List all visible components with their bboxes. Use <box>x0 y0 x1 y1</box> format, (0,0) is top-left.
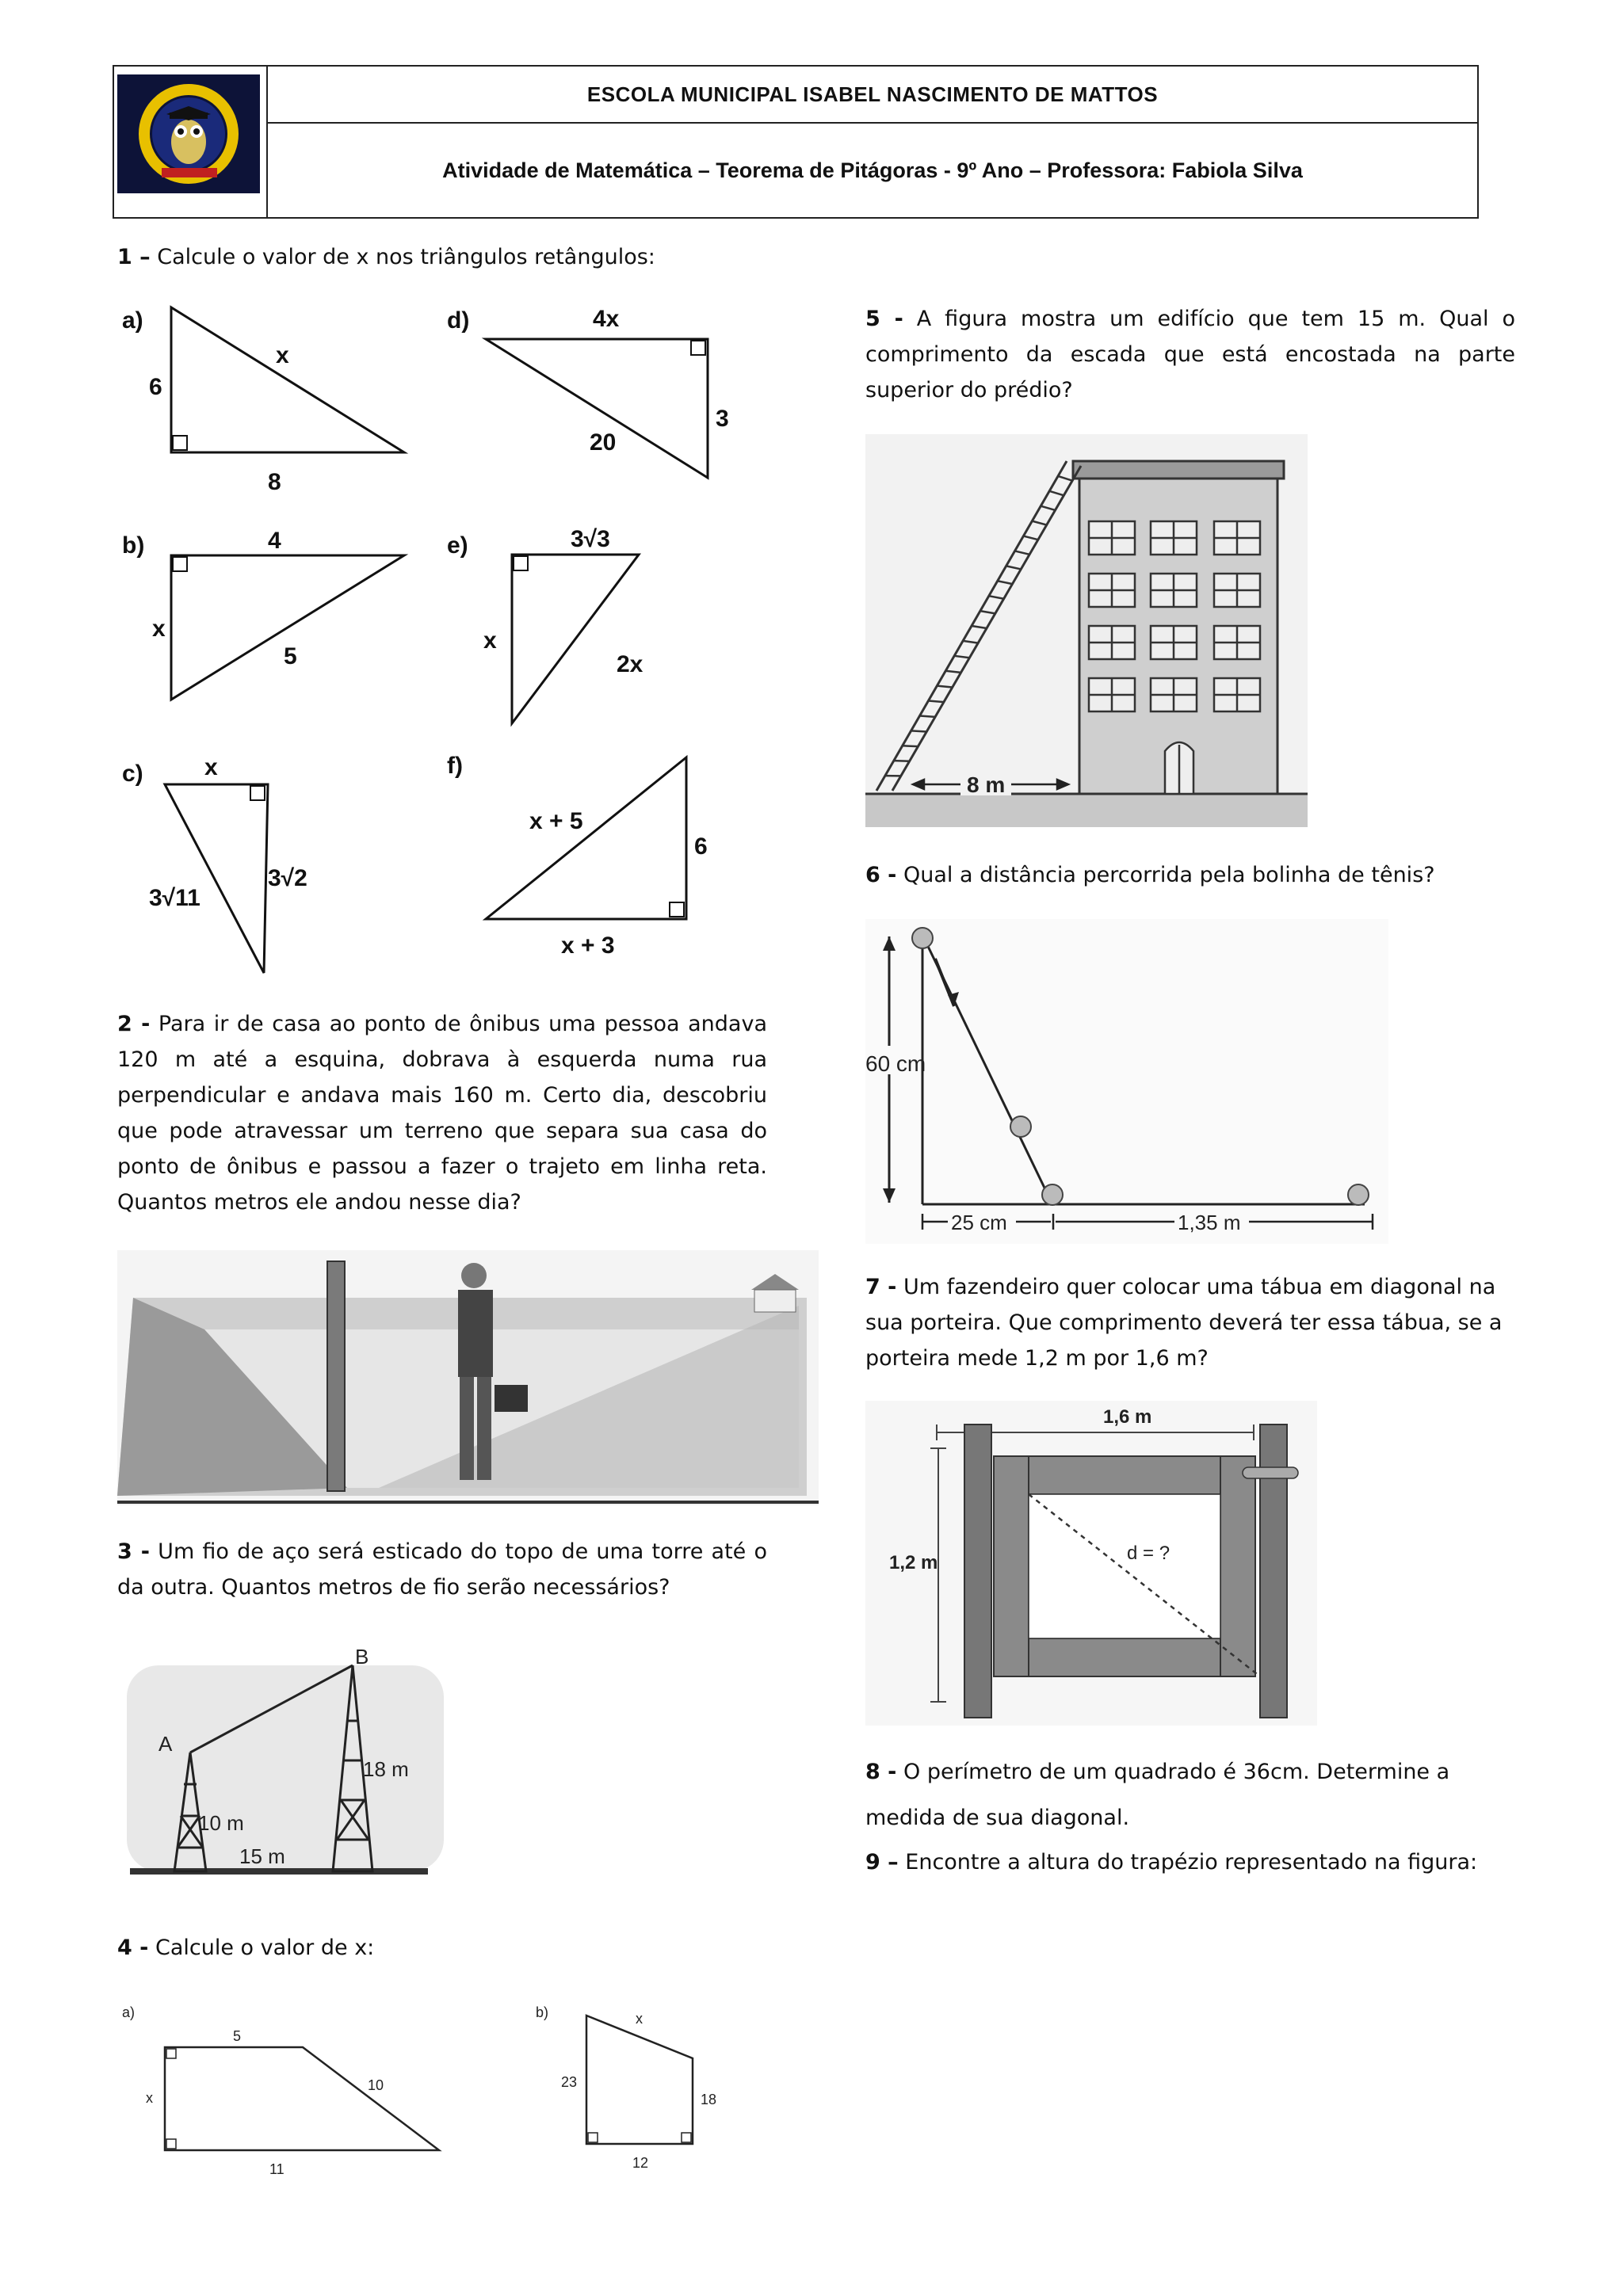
tri-f-side1: 6 <box>694 833 708 860</box>
question-number: 5 - <box>865 307 903 331</box>
towers-distance: 15 m <box>239 1844 285 1868</box>
ball-distance-1: 25 cm <box>951 1211 1007 1234</box>
ladder-rung <box>911 730 927 731</box>
tri-b-hyp: 5 <box>284 643 297 669</box>
ball-distance-2: 1,35 m <box>1178 1211 1241 1234</box>
tri-a-hyp: x <box>276 342 289 368</box>
trap-a-bottom: 11 <box>269 2161 285 2177</box>
tower-b-label: B <box>355 1645 369 1669</box>
question-number: 8 - <box>865 1760 897 1784</box>
question-4 <box>117 1930 767 1966</box>
question-text: Para ir de casa ao ponto de ônibus uma pessoa andava 120 m até a esquina, dobrava à esquerda numa rua perpendicular e andava mais 160 m. Certo dia, descobriu que pode atravessar um terreno que separa sua casa do ponto de ônibus e passou a fazer o trajeto em linha reta. Quantos metros ele andou nesse dia? <box>117 1012 767 1215</box>
trap-b-bottom: 12 <box>632 2155 649 2171</box>
question-6 <box>865 857 1515 893</box>
gate-height: 1,2 m <box>889 1552 938 1573</box>
tri-d-label: d) <box>447 307 470 334</box>
question-number: 4 - <box>117 1936 149 1960</box>
tri-f-hyp: x + 5 <box>529 808 583 834</box>
ladder-rung <box>920 715 936 716</box>
trap-a-slant: 10 <box>368 2077 384 2093</box>
question-number: 6 - <box>865 863 897 887</box>
tri-a-label: a) <box>122 307 143 334</box>
trap-a-label: a) <box>122 2004 136 2020</box>
tri-d-side1: 4x <box>593 306 620 332</box>
tri-f-side2: x + 3 <box>561 933 615 959</box>
question-number: 9 – <box>865 1850 899 1875</box>
question-5 <box>865 301 1515 408</box>
tri-b-label: b) <box>122 532 145 559</box>
q5-building-figure <box>865 434 1308 827</box>
trap-b-label: b) <box>536 2004 549 2020</box>
question-number: 3 - <box>117 1539 150 1564</box>
trap-b-right: 18 <box>701 2092 717 2107</box>
activity-title: Atividade de Matemática – Teorema de Pitágoras - 9º Ano – Professora: Fabiola Silva <box>442 158 1303 182</box>
trap-a-left: x <box>146 2090 153 2106</box>
question-text: Um fio de aço será esticado do topo de uma torre até o da outra. Quantos metros de fio serão necessários? <box>117 1539 767 1600</box>
tri-f-label: f) <box>447 753 463 779</box>
ball-height: 60 cm <box>865 1051 926 1076</box>
question-text: Calcule o valor de x nos triângulos retângulos: <box>150 245 655 269</box>
tri-c-hyp: 3√11 <box>149 885 200 911</box>
trap-b-left: 23 <box>561 2074 578 2090</box>
tower-a-label: A <box>158 1732 173 1756</box>
tower-a-height: 10 m <box>198 1811 244 1835</box>
tri-b-side1: 4 <box>268 528 281 554</box>
tri-d-side2: 3 <box>716 406 729 432</box>
question-number: 2 - <box>117 1012 151 1036</box>
q7-gate-figure <box>865 1401 1317 1726</box>
question-text: Um fazendeiro quer colocar uma tábua em diagonal na sua porteira. Que comprimento deverá ter essa tábua, se a porteira mede 1,2 m por 1,6 m? <box>865 1275 1503 1371</box>
ladder-rung <box>928 701 943 703</box>
tri-e-side2: x <box>483 627 497 654</box>
question-2 <box>117 1006 767 1220</box>
tri-b-side2: x <box>152 616 166 642</box>
question-text: O perímetro de um quadrado é 36cm. Determine a medida de sua diagonal. <box>865 1760 1450 1830</box>
school-logo <box>114 67 268 217</box>
tri-e-hyp: 2x <box>617 651 643 677</box>
q4-trapezoids-figure <box>117 1992 735 2190</box>
header-table <box>113 65 1479 219</box>
question-text: Qual a distância percorrida pela bolinha de tênis? <box>896 863 1435 887</box>
trap-a-top: 5 <box>233 2028 242 2044</box>
q6-ball-figure <box>865 919 1388 1244</box>
tri-c-side1: x <box>204 754 218 780</box>
question-9 <box>865 1844 1515 1880</box>
q1-triangles-figure <box>117 299 743 981</box>
tower-b-height: 18 m <box>363 1757 409 1781</box>
gate-diagonal: d = ? <box>1127 1543 1170 1564</box>
q3-towers-figure <box>127 1642 444 1899</box>
question-8 <box>865 1749 1515 1841</box>
question-number: 1 – <box>117 245 151 269</box>
ladder-base-distance: 8 m <box>967 772 1006 797</box>
tri-c-side2: 3√2 <box>268 865 307 891</box>
tri-d-hyp: 20 <box>590 429 617 456</box>
tri-c-label: c) <box>122 761 143 787</box>
trap-b-top: x <box>636 2011 643 2027</box>
question-7 <box>865 1269 1515 1376</box>
tri-a-side1: 6 <box>149 374 162 400</box>
question-1 <box>117 239 831 275</box>
question-number: 7 - <box>865 1275 897 1299</box>
question-text: Calcule o valor de x: <box>148 1936 375 1960</box>
gate-width: 1,6 m <box>1103 1406 1152 1428</box>
school-name: ESCOLA MUNICIPAL ISABEL NASCIMENTO DE MATTOS <box>268 67 1477 124</box>
tri-e-side1: 3√3 <box>571 526 610 552</box>
q2-walking-figure <box>117 1250 819 1505</box>
question-text: A figura mostra um edifício que tem 15 m. Qual o comprimento da escada que está encostada na parte superior do prédio? <box>865 307 1515 402</box>
question-3 <box>117 1534 767 1605</box>
tri-e-label: e) <box>447 532 468 559</box>
question-text: Encontre a altura do trapézio representado na figura: <box>898 1850 1478 1875</box>
tri-a-side2: 8 <box>268 469 281 495</box>
